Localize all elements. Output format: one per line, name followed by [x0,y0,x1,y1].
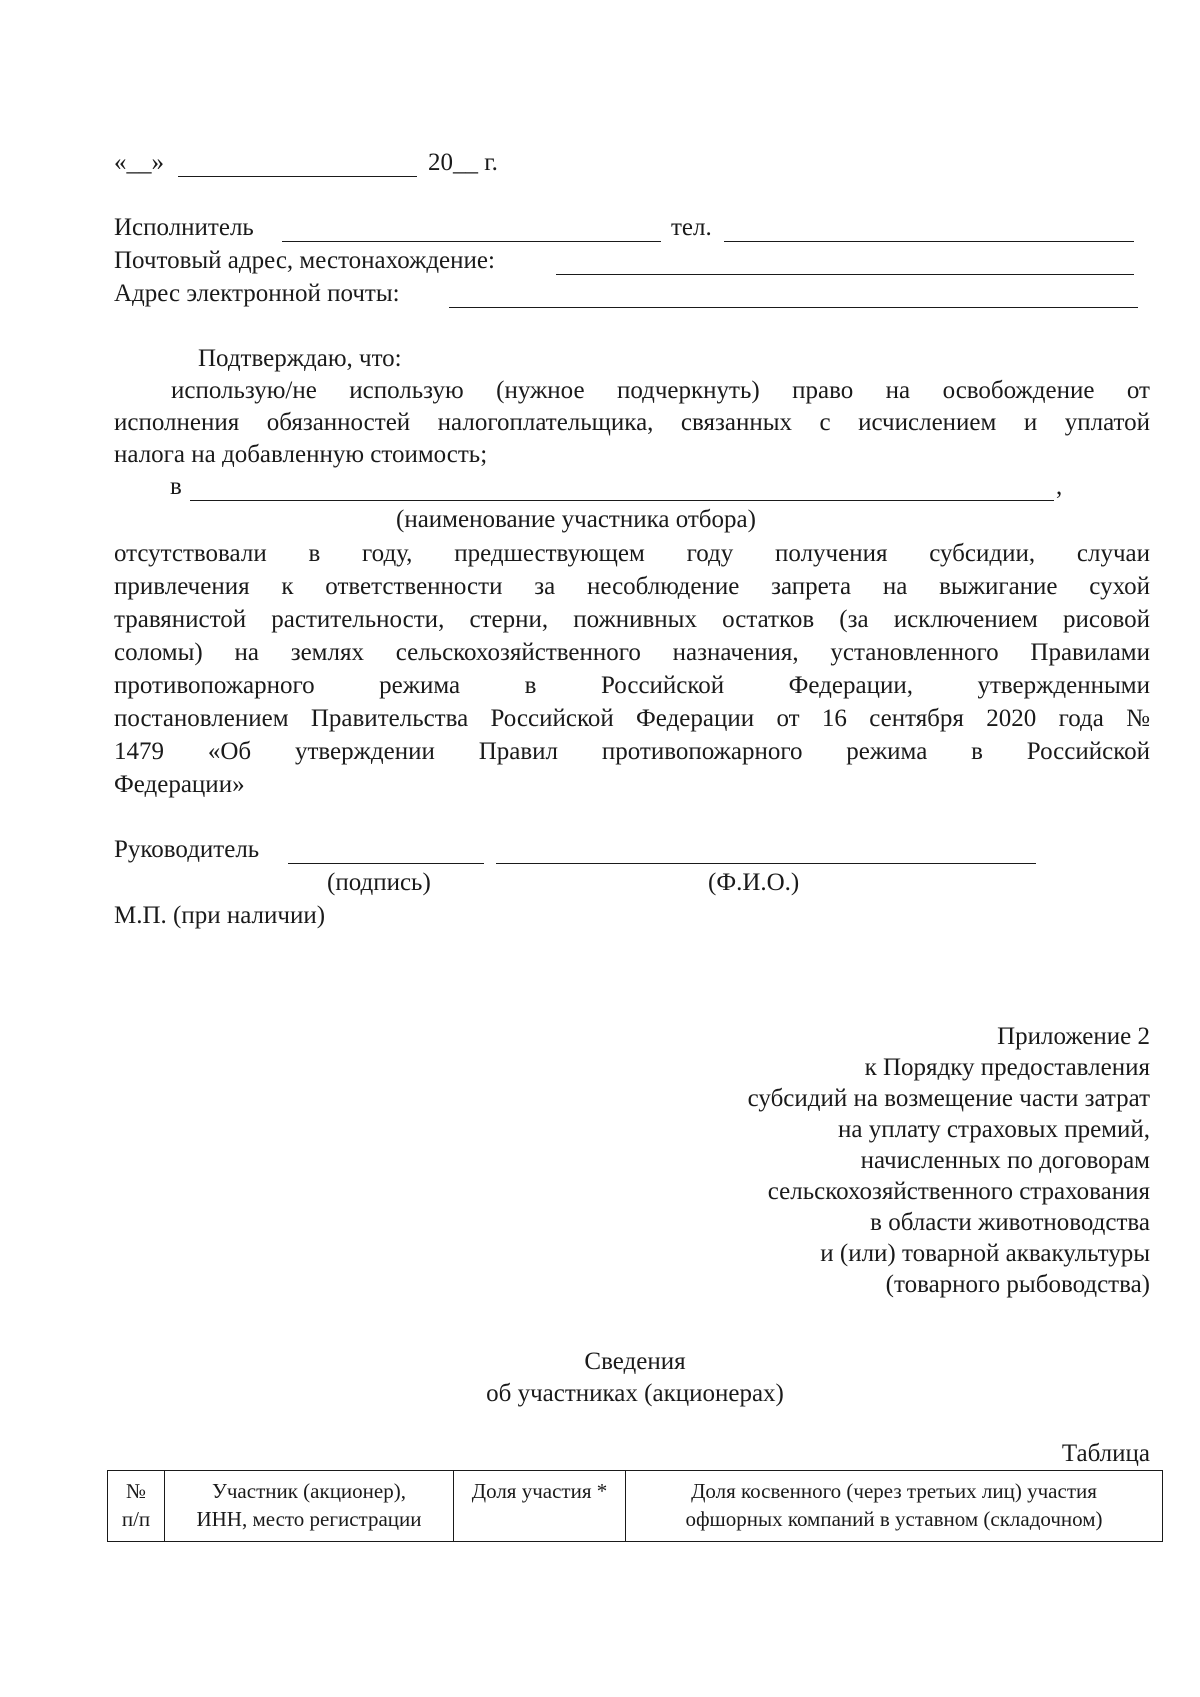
appendix-line: на уплату страховых премий, [838,1116,1150,1143]
col-indirect-share-header [626,1471,1163,1542]
signature-caption: (подпись) [327,869,431,896]
col-participant-header [165,1471,454,1542]
appendix-block [748,1021,1150,1300]
vat-line-1: использую/не использую (нужное подчеркнуть) право на освобождение от [171,377,1150,404]
participant-prefix: в [170,473,182,500]
participants-table [107,1470,1163,1542]
fire-line-8: Федерации» [114,771,245,798]
appendix-line: и (или) товарной аквакультуры [820,1240,1150,1267]
col-share-header [454,1471,626,1542]
header-line: Доля участия * [471,1479,608,1503]
confirm-heading: Подтверждаю, что: [198,345,402,372]
appendix-line: (товарного рыбоводства) [885,1271,1150,1298]
header-line: Доля косвенного (через третьих лиц) участия [691,1479,1097,1503]
fire-line-7: 1479 «Об утверждении Правил противопожарного режима в Российской [114,738,1150,765]
executor-label: Исполнитель [114,214,254,241]
tel-blank [724,241,1134,242]
appendix-line: начисленных по договорам [860,1147,1150,1174]
header-line: офшорных компаний в уставном (складочном) [685,1507,1103,1531]
date-month-blank [178,176,417,177]
date-year: 20__ г. [428,149,498,176]
participant-blank [190,500,1054,501]
fire-line-1: отсутствовали в году, предшествующем году получения субсидии, случаи [114,540,1150,567]
table-header-row [108,1471,1163,1542]
signature-blank [288,863,484,864]
postal-label: Почтовый адрес, местонахождение: [114,247,495,274]
section-subtitle: об участниках (акционерах) [486,1380,784,1407]
email-blank [449,307,1138,308]
executor-blank [282,241,661,242]
col-number-header [108,1471,165,1542]
tel-label: тел. [671,214,712,241]
vat-line-3: налога на добавленную стоимость; [114,441,488,468]
table-label: Таблица [1061,1440,1150,1467]
header-line: ИНН, место регистрации [196,1507,422,1531]
appendix-line: субсидий на возмещение части затрат [747,1085,1150,1112]
fire-line-5: противопожарного режима в Российской Федерации, утвержденными [114,672,1150,699]
header-line: Участник (акционер), [212,1479,406,1503]
fire-line-3: травянистой растительности, стерни, пожнивных остатков (за исключением рисовой [114,606,1150,633]
header-line: № [125,1479,147,1503]
name-blank [496,863,1036,864]
participant-suffix: , [1056,473,1063,500]
appendix-line: Приложение 2 [997,1023,1150,1050]
vat-line-2: исполнения обязанностей налогоплательщика, связанных с исчислением и уплатой [114,409,1150,436]
fire-line-6: постановлением Правительства Российской Федерации от 16 сентября 2020 года № [114,705,1150,732]
header-line: п/п [121,1507,151,1531]
appendix-line: сельскохозяйственного страхования [767,1178,1150,1205]
appendix-line: к Порядку предоставления [864,1054,1150,1081]
name-caption: (Ф.И.О.) [708,869,800,896]
email-label: Адрес электронной почты: [114,280,400,307]
appendix-line: в области животноводства [870,1209,1150,1236]
fire-line-2: привлечения к ответственности за несоблюдение запрета на выжигание сухой [114,573,1150,600]
date-day: «__» [114,149,164,176]
postal-blank [556,274,1134,275]
participant-caption: (наименование участника отбора) [396,506,756,533]
fire-line-4: соломы) на землях сельскохозяйственного назначения, установленного Правилами [114,639,1150,666]
signature-label: Руководитель [114,836,260,863]
section-title: Сведения [584,1348,686,1375]
stamp-note: М.П. (при наличии) [114,902,326,929]
